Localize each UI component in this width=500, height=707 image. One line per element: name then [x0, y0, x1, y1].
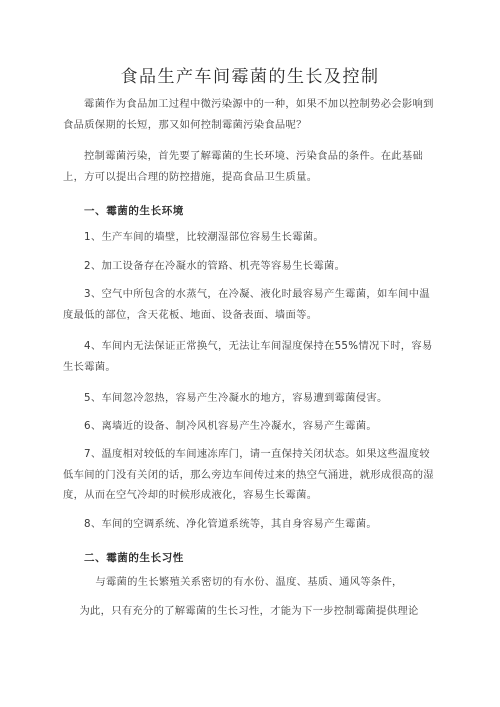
list-item: 2、加工设备存在冷凝水的管路、机壳等容易生长霉菌。	[84, 260, 346, 272]
intro-paragraph-2: 控制霉菌污染，首先要了解霉菌的生长环境、污染食品的条件。在此基础上，方可以提出合理的防控措施，提高食品卫生质量。	[63, 150, 424, 183]
section-heading-growth-environment: 一、霉菌的生长环境	[84, 205, 184, 217]
intro-paragraph-1: 霉菌作为食品加工过程中微污染源中的一种，如果不加以控制势必会影响到食品质保期的长短，那又如何控制霉菌污染食品呢？	[63, 98, 434, 131]
section2-line-2: 为此，只有充分的了解霉菌的生长习性，才能为下一步控制霉菌提供理论	[79, 605, 419, 617]
list-item: 1、生产车间的墙壁，比较潮湿部位容易生长霉菌。	[84, 231, 324, 243]
list-item: 3、空气中所包含的水蒸气，在冷凝、液化时最容易产生霉菌，如车间中温度最低的部位，含天花板、地面、设备表面、墙面等。	[63, 288, 430, 321]
section2-line-1: 与霉菌的生长繁殖关系密切的有水份、温度、基质、通风等条件，	[95, 576, 403, 588]
list-item: 5、车间忽冷忽热，容易产生冷凝水的地方，容易遭到霉菌侵害。	[84, 392, 388, 404]
list-item: 8、车间的空调系统、净化管道系统等，其自身容易产生霉菌。	[84, 518, 377, 530]
list-item: 6、离墙近的设备、制冷风机容易产生冷凝水，容易产生霉菌。	[84, 420, 377, 432]
section-heading-growth-habits: 二、霉菌的生长习性	[84, 552, 184, 564]
document-title: 食品生产车间霉菌的生长及控制	[120, 67, 380, 87]
list-item: 7、温度相对较低的车间速冻库门，请一直保持关闭状态。如果这些温度较低车间的门没有关闭的话，那么旁边车间传过来的热空气涌进，就形成很高的湿度，从而在空气冷却的时候形成液化，容易生长霉菌。	[63, 448, 434, 501]
list-item: 4、车间内无法保证正常换气，无法让车间湿度保持在55%情况下时，容易生长霉菌。	[63, 340, 433, 373]
